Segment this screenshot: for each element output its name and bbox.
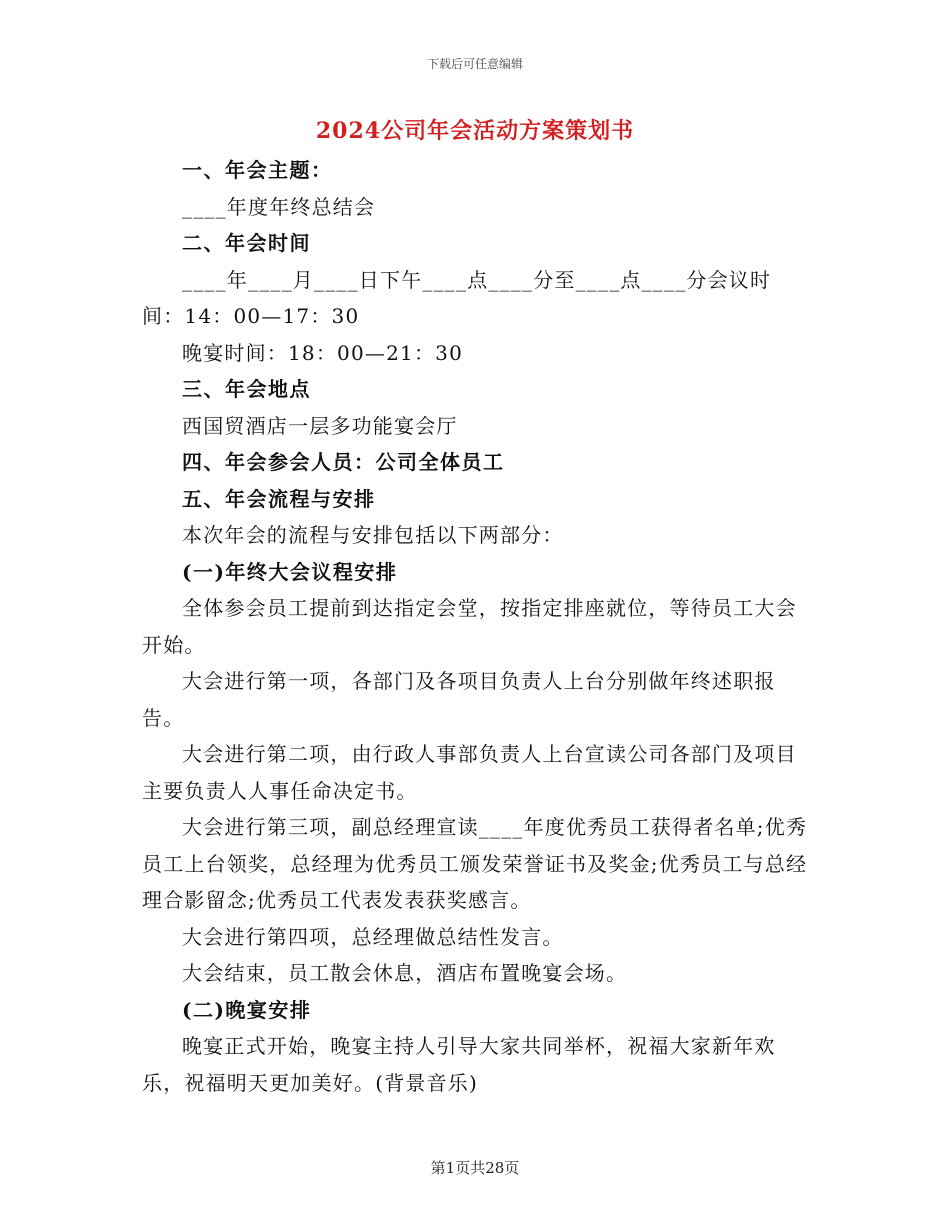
section-heading-process: 五、年会流程与安排: [182, 486, 376, 511]
paragraph-banquet-time: 晚宴时间：18：00—21：30: [182, 340, 463, 365]
subheading-banquet: (二)晚宴安排: [182, 997, 312, 1022]
paragraph-agenda-6: 大会结束，员工散会休息，酒店布置晚宴会场。: [182, 961, 628, 985]
paragraph-theme: ____年度年终总结会: [182, 194, 376, 219]
paragraph-agenda-3: 大会进行第二项，由行政人事部负责人上台宣读公司各部门及项目主要负责人人事任命决定书。: [142, 742, 797, 803]
subheading-agenda: (一)年终大会议程安排: [182, 559, 398, 584]
section-heading-time: 二、年会时间: [182, 231, 311, 255]
paragraph-agenda-4: 大会进行第三项，副总经理宣读____年度优秀员工获得者名单;优秀员工上台领奖，总经理为优秀员工颁发荣誉证书及奖金;优秀员工与总经理合影留念;优秀员工代表发表获奖感言。: [142, 815, 808, 912]
section-heading-location: 三、年会地点: [182, 377, 311, 401]
paragraph-banquet: 晚宴正式开始，晚宴主持人引导大家共同举杯，祝福大家新年欢乐，祝福明天更加美好。(背景音乐): [142, 1034, 776, 1095]
paragraph-agenda-1: 全体参会员工提前到达指定会堂，按指定排座就位，等待员工大会开始。: [142, 596, 797, 657]
paragraph-agenda-5: 大会进行第四项，总经理做总结性发言。: [182, 924, 564, 949]
paragraph-location: 西国贸酒店一层多功能宴会厅: [182, 413, 458, 438]
page-footer: 第1页共28页: [430, 1159, 520, 1177]
header-note: 下载后可任意编辑: [426, 57, 523, 71]
section-heading-theme: 一、年会主题：: [182, 158, 333, 182]
document-title: 2024公司年会活动方案策划书: [315, 118, 635, 144]
document-body: [142, 152, 808, 1101]
paragraph-meeting-time: ____年____月____日下午____点____分至____点____分会议时间：14：00—17：30: [142, 267, 772, 328]
paragraph-process-intro: 本次年会的流程与安排包括以下两部分：: [182, 523, 564, 547]
paragraph-agenda-2: 大会进行第一项，各部门及各项目负责人上台分别做年终述职报告。: [142, 669, 776, 730]
section-heading-attendees: 四、年会参会人员：公司全体员工: [182, 450, 505, 474]
